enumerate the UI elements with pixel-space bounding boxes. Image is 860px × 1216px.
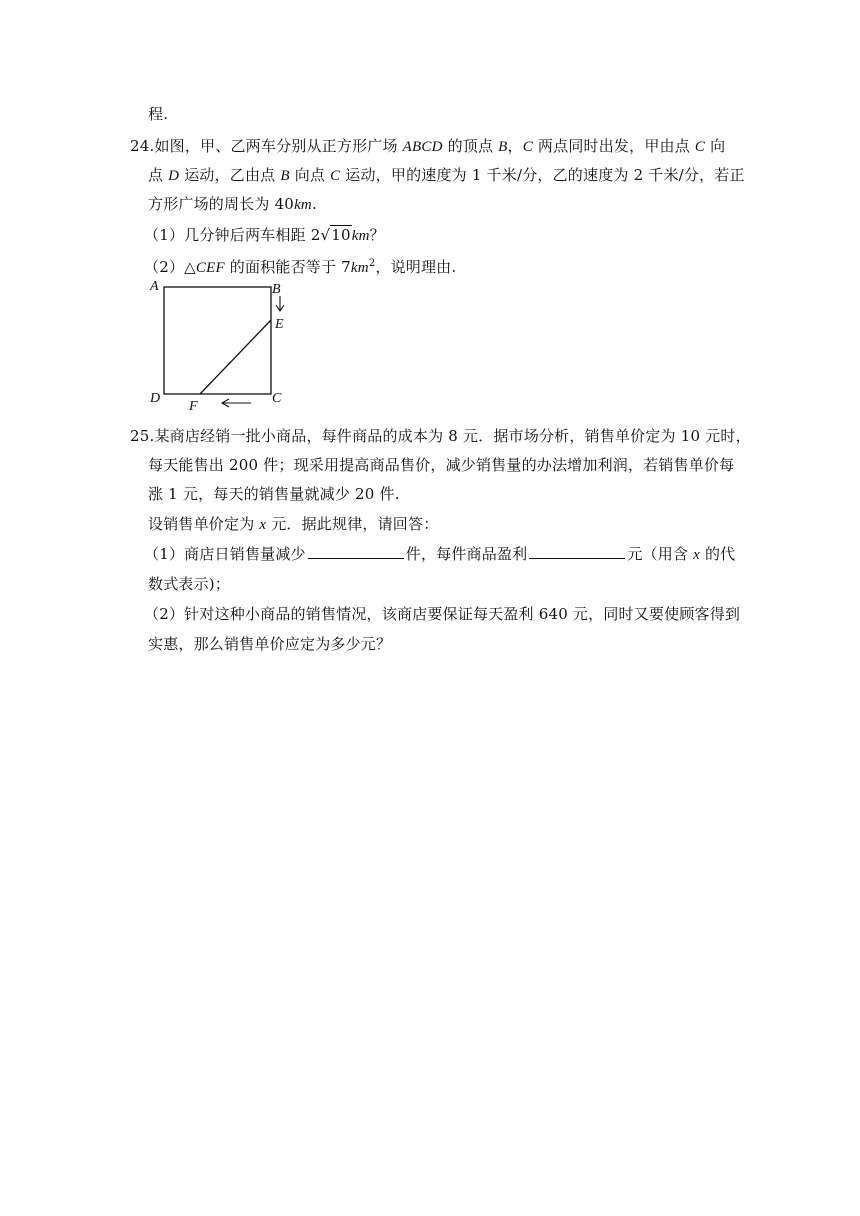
label-b: B [272, 282, 281, 297]
square-abcd [164, 287, 271, 394]
previous-question-fragment: 程. [148, 105, 169, 123]
q24-line-2: 点 D 运动，乙由点 B 向点 C 运动，甲的速度为 1 千米/分，乙的速度为 2 千米/分，若正 [148, 166, 745, 184]
q24-line-3: 方形广场的周长为 40km. [148, 195, 317, 213]
segment-ef [200, 320, 271, 394]
q24-line-1: 24.如图，甲、乙两车分别从正方形广场 ABCD 的顶点 B，C 两点同时出发，甲由点 C 向 [130, 137, 726, 155]
answer-blank-1[interactable] [308, 544, 404, 559]
q24-sub-2: （2）△CEF 的面积能否等于 $7km^2$，说明理由. [144, 258, 457, 276]
square-diagram [148, 278, 298, 413]
arrow-left-icon [222, 399, 251, 407]
q25-sub-1: （1）商店日销售量减少 件，每件商品盈利 元（用含 x 的代 [144, 545, 736, 563]
label-e: E [275, 317, 284, 332]
q25-sub-2-cont: 实惠，那么销售单价应定为多少元？ [148, 635, 392, 653]
label-c: C [272, 391, 282, 406]
q25-sub-2: （2）针对这种小商品的销售情况，该商店要保证每天盈利 640 元，同时又要使顾客得到 [144, 605, 741, 623]
arrow-down-icon [276, 296, 284, 311]
q24-sub-1: （1）几分钟后两车相距 2√10km？ [144, 226, 385, 244]
label-d: D [150, 391, 161, 406]
q25-number: 25. [130, 427, 155, 445]
q25-sub-1-cont: 数式表示)； [148, 575, 231, 593]
q24-number: 24. [130, 137, 155, 155]
q25-line-4: 设销售单价定为 x 元．据此规律，请回答： [148, 515, 439, 533]
label-f: F [189, 399, 198, 413]
sqrt-symbol: √10 [320, 226, 351, 244]
label-a: A [150, 279, 159, 294]
q25-line-1: 25.某商店经销一批小商品，每件商品的成本为 8 元．据市场分析，销售单价定为 10 元时， [130, 427, 751, 445]
q25-line-3: 涨 1 元，每天的销售量就减少 20 件. [148, 485, 400, 503]
answer-blank-2[interactable] [529, 544, 625, 559]
q25-line-2: 每天能售出 200 件；现采用提高商品售价，减少销售量的办法增加利润，若销售单价每 [148, 456, 735, 474]
